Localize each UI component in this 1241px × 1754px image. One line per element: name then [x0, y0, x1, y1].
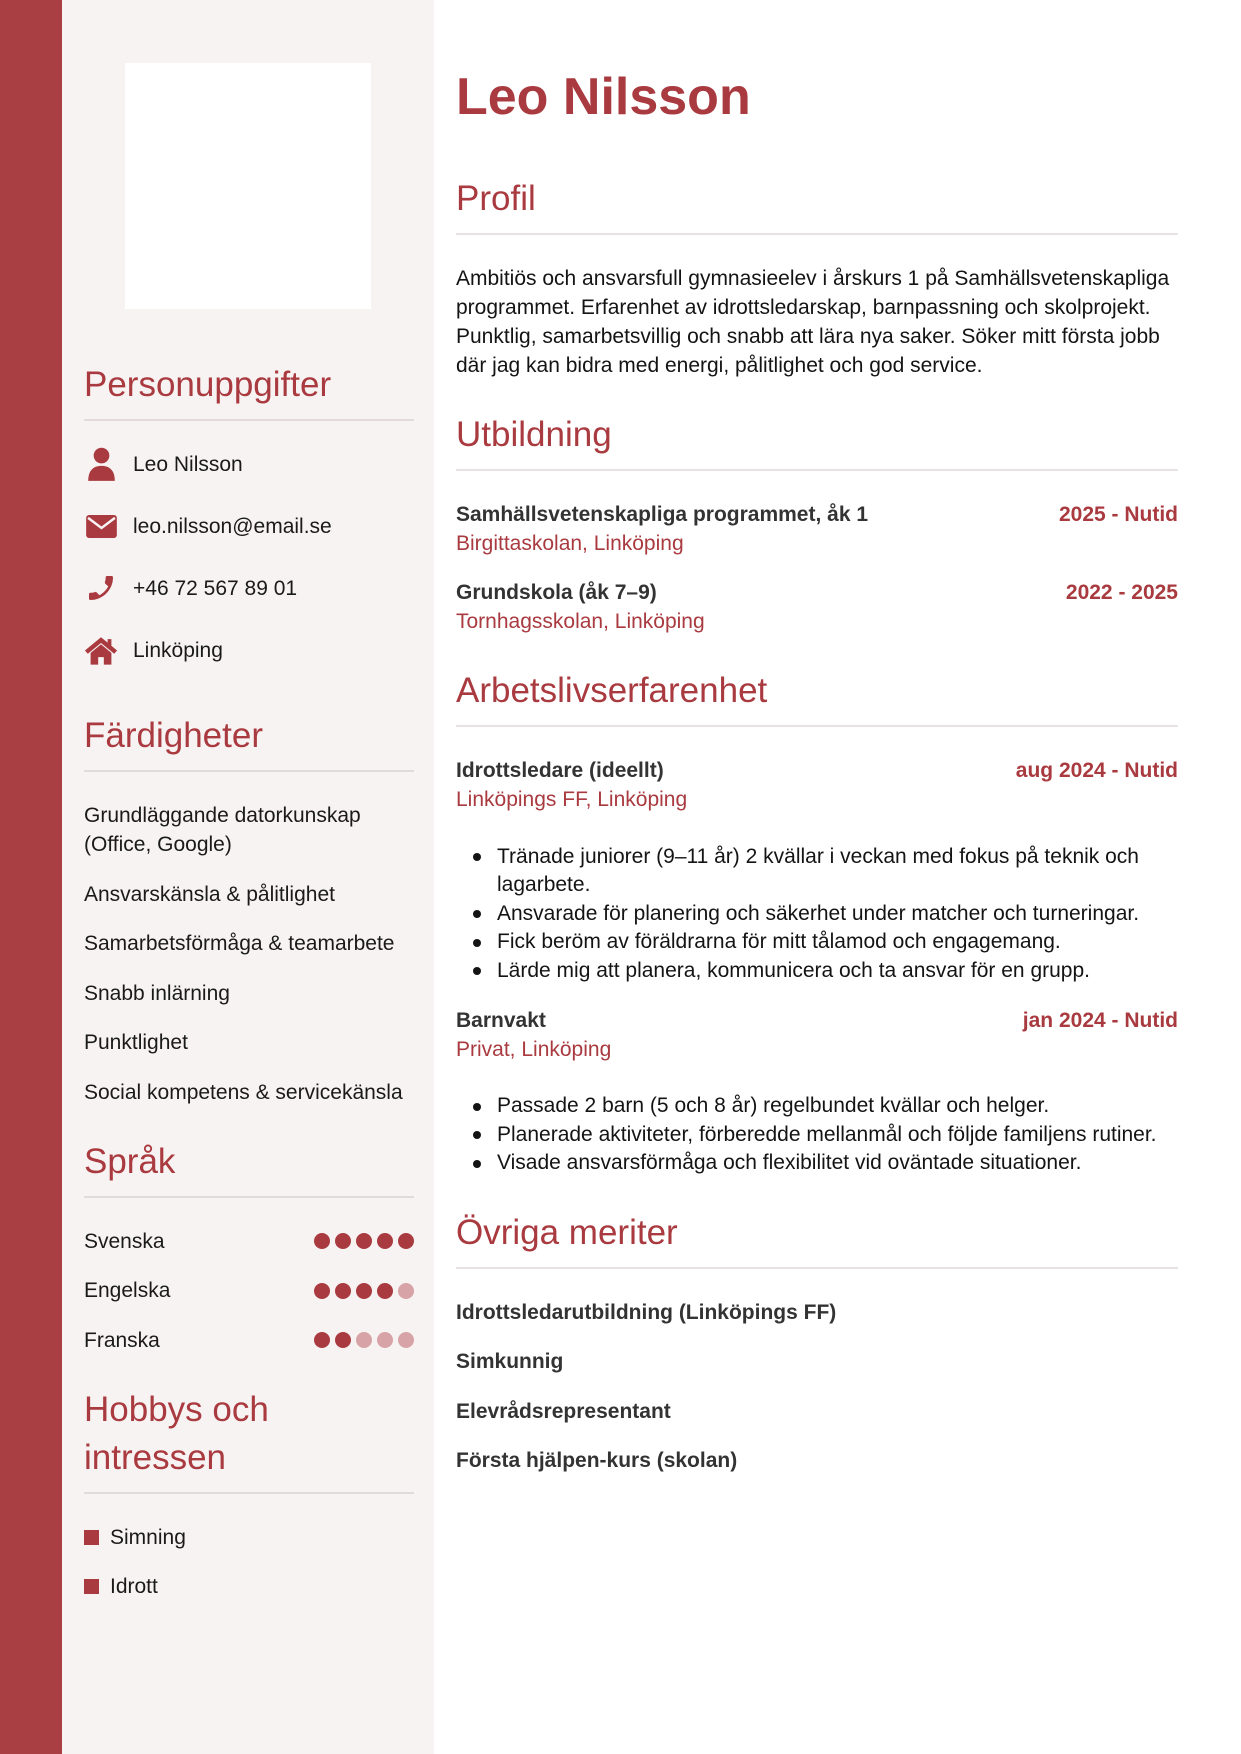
level-dot-filled [398, 1233, 414, 1249]
skill-item: Grundläggande datorkunskap (Office, Google) [84, 804, 361, 856]
entry-place: Birgittaskolan, Linköping [456, 532, 684, 555]
entry-header [456, 756, 1178, 785]
contact-email-text: leo.nilsson@email.se [133, 514, 332, 538]
level-dot-empty [398, 1332, 414, 1348]
contact-list [84, 433, 414, 681]
skills-list [84, 801, 414, 1107]
main-content [456, 66, 1178, 1475]
hobbies-heading: Hobbys och intressen [84, 1386, 414, 1494]
level-dot-filled [356, 1233, 372, 1249]
language-row [84, 1227, 414, 1256]
bullet-item: Ansvarade för planering och säkerhet under matcher och turneringar. [456, 900, 1178, 929]
language-level-dots [309, 1233, 414, 1249]
bullet-item: Planerade aktiviteter, förberedde mellanmål och följde familjens rutiner. [456, 1121, 1178, 1150]
education-heading: Utbildning [456, 411, 1178, 471]
experience-entry [456, 1006, 1178, 1178]
bullet-item: Passade 2 barn (5 och 8 år) regelbundet kvällar och helger. [456, 1092, 1178, 1121]
other-merits-section [456, 1209, 1178, 1476]
level-dot-empty [377, 1332, 393, 1348]
entry-header [456, 578, 1178, 607]
languages-heading: Språk [84, 1138, 414, 1198]
entry-period: 2022 - 2025 [1065, 581, 1178, 604]
level-dot-filled [335, 1332, 351, 1348]
entry-place: Linköpings FF, Linköping [456, 788, 688, 811]
language-name: Engelska [84, 1279, 171, 1302]
contact-item-name [84, 433, 414, 495]
entry-title: Idrottsledare (ideellt) [456, 759, 664, 782]
hobby-label: Simning [110, 1525, 186, 1549]
level-dot-filled [335, 1283, 351, 1299]
profile-section [456, 175, 1178, 380]
contact-phone-text: +46 72 567 89 01 [133, 576, 298, 600]
level-dot-filled [314, 1283, 330, 1299]
level-dot-filled [377, 1233, 393, 1249]
language-name: Svenska [84, 1229, 165, 1253]
merit-item: Simkunnig [456, 1350, 564, 1373]
personal-info-section [84, 361, 414, 681]
sidebar [62, 0, 434, 1754]
skill-item: Ansvarskänsla & pålitlighet [84, 882, 335, 906]
accent-bar [0, 0, 62, 1754]
other-merits-heading: Övriga meriter [456, 1209, 1178, 1269]
hobby-label: Idrott [110, 1575, 158, 1598]
experience-bullets [456, 1092, 1178, 1178]
language-name: Franska [84, 1328, 160, 1352]
entry-title: Barnvakt [456, 1008, 546, 1032]
experience-bullets [456, 843, 1178, 986]
merit-item: Första hjälpen-kurs (skolan) [456, 1449, 738, 1472]
personal-info-heading: Personuppgifter [84, 361, 414, 421]
contact-name-text: Leo Nilsson [133, 452, 243, 476]
hobbies-list [84, 1523, 414, 1602]
education-entry [456, 500, 1178, 558]
home-icon [84, 632, 118, 668]
merit-item: Idrottsledarutbildning (Linköpings FF) [456, 1300, 837, 1324]
other-merits-list [456, 1298, 1178, 1476]
profile-heading: Profil [456, 175, 1178, 235]
hobby-item [84, 1523, 414, 1552]
hobby-item [84, 1572, 414, 1601]
skills-section [84, 712, 414, 1107]
contact-item-location [84, 619, 414, 681]
profile-text: Ambitiös och ansvarsfull gymnasieelev i årskurs 1 på Samhällsvetenskapliga programmet. Erfarenhet av idrottsledarskap, barnpassning och skolprojekt. Punktlig, samarbetsvillig och snabb att lära nya saker. Söker mitt första jobb där jag kan bidra med energi, pålitlighet och god service. [456, 267, 1170, 377]
merit-item: Elevrådsrepresentant [456, 1399, 671, 1423]
bullet-item: Tränade juniorer (9–11 år) 2 kvällar i veckan med fokus på teknik och lagarbete. [456, 843, 1178, 900]
language-level-dots [309, 1283, 414, 1299]
education-list [456, 500, 1178, 636]
entry-header [456, 1006, 1178, 1035]
education-entry [456, 578, 1178, 636]
square-bullet-icon [84, 1530, 99, 1545]
contact-item-email [84, 495, 414, 557]
entry-period: aug 2024 - Nutid [1015, 759, 1178, 782]
bullet-item: Fick beröm av föräldrarna för mitt tålamod och engagemang. [456, 928, 1178, 957]
skill-item: Samarbetsförmåga & teamarbete [84, 932, 395, 955]
square-bullet-icon [84, 1579, 99, 1594]
entry-place: Privat, Linköping [456, 1037, 612, 1061]
level-dot-filled [356, 1283, 372, 1299]
language-level-dots [309, 1332, 414, 1348]
experience-list [456, 756, 1178, 1178]
level-dot-filled [314, 1332, 330, 1348]
language-row [84, 1276, 414, 1305]
level-dot-empty [398, 1283, 414, 1299]
entry-period: jan 2024 - Nutid [1022, 1008, 1178, 1032]
skill-item: Social kompetens & servicekänsla [84, 1080, 403, 1104]
languages-section [84, 1138, 414, 1355]
level-dot-filled [377, 1283, 393, 1299]
skills-heading: Färdigheter [84, 712, 414, 772]
hobbies-section [84, 1386, 414, 1602]
entry-title: Samhällsvetenskapliga programmet, åk 1 [456, 503, 869, 526]
phone-icon [84, 570, 118, 606]
contact-item-phone [84, 557, 414, 619]
entry-period: 2025 - Nutid [1058, 503, 1178, 526]
experience-heading: Arbetslivserfarenhet [456, 667, 1178, 727]
languages-list [84, 1227, 414, 1355]
level-dot-empty [356, 1332, 372, 1348]
cv-name: Leo Nilsson [456, 68, 751, 126]
entry-header [456, 500, 1178, 529]
education-section [456, 411, 1178, 636]
user-icon [84, 446, 118, 482]
skill-item: Snabb inlärning [84, 981, 230, 1005]
bullet-item: Visade ansvarsförmåga och flexibilitet vid oväntade situationer. [456, 1149, 1178, 1178]
contact-location-text: Linköping [133, 638, 223, 662]
skill-item: Punktlighet [84, 1031, 188, 1054]
profile-photo [125, 63, 371, 309]
experience-section [456, 667, 1178, 1178]
level-dot-filled [314, 1233, 330, 1249]
entry-title: Grundskola (åk 7–9) [456, 581, 657, 604]
experience-entry [456, 756, 1178, 985]
level-dot-filled [335, 1233, 351, 1249]
entry-place: Tornhagsskolan, Linköping [456, 610, 705, 633]
envelope-icon [84, 508, 118, 544]
language-row [84, 1326, 414, 1355]
bullet-item: Lärde mig att planera, kommunicera och ta ansvar för en grupp. [456, 957, 1178, 986]
